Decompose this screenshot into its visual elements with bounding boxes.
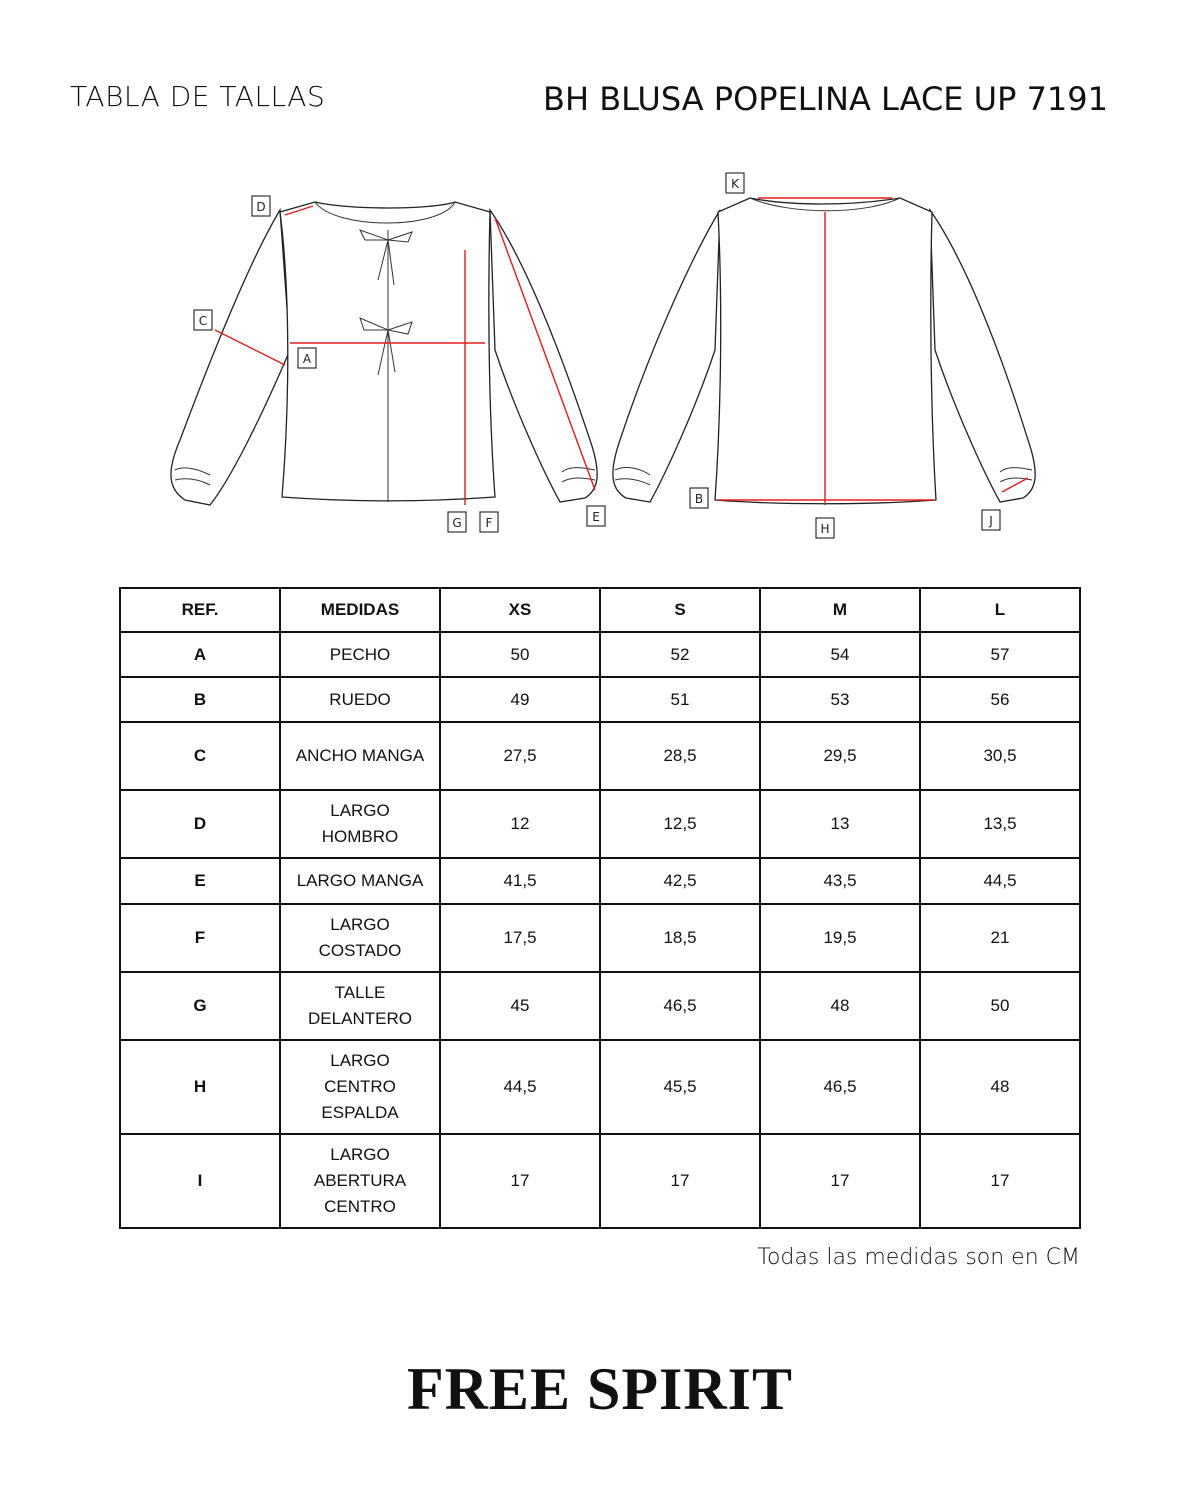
size-chart-title: TABLA DE TALLAS bbox=[70, 80, 326, 113]
cell-xs: 17,5 bbox=[440, 904, 600, 972]
svg-text:D: D bbox=[256, 200, 266, 214]
label-f bbox=[480, 512, 498, 532]
cell-l: 21 bbox=[920, 904, 1080, 972]
header-measure: MEDIDAS bbox=[280, 588, 440, 632]
row-ref: F bbox=[120, 904, 280, 972]
row-measure: LARGO CENTRO ESPALDA bbox=[280, 1040, 440, 1134]
header-s: S bbox=[600, 588, 760, 632]
cell-xs: 17 bbox=[440, 1134, 600, 1228]
back-right-sleeve bbox=[930, 210, 1035, 502]
row-ref: E bbox=[120, 858, 280, 904]
cell-s: 51 bbox=[600, 677, 760, 722]
svg-text:E: E bbox=[592, 510, 600, 524]
product-title: BH BLUSA POPELINA LACE UP 7191 bbox=[543, 80, 1108, 118]
row-measure: PECHO bbox=[280, 632, 440, 677]
cell-m: 29,5 bbox=[760, 722, 920, 790]
row-ref: C bbox=[120, 722, 280, 790]
table-row bbox=[120, 972, 1080, 1040]
row-ref: D bbox=[120, 790, 280, 858]
row-measure: TALLE DELANTERO bbox=[280, 972, 440, 1040]
label-h bbox=[816, 518, 834, 538]
cell-m: 13 bbox=[760, 790, 920, 858]
table-row bbox=[120, 1134, 1080, 1228]
cell-m: 48 bbox=[760, 972, 920, 1040]
back-view bbox=[613, 173, 1035, 538]
label-g bbox=[448, 512, 466, 532]
row-measure: LARGO ABERTURA CENTRO bbox=[280, 1134, 440, 1228]
svg-text:B: B bbox=[694, 492, 704, 506]
cell-xs: 49 bbox=[440, 677, 600, 722]
table-row bbox=[120, 632, 1080, 677]
front-left-sleeve bbox=[171, 210, 290, 505]
cell-l: 13,5 bbox=[920, 790, 1080, 858]
label-b bbox=[690, 488, 708, 508]
cell-m: 46,5 bbox=[760, 1040, 920, 1134]
cell-xs: 44,5 bbox=[440, 1040, 600, 1134]
header-xs: XS bbox=[440, 588, 600, 632]
svg-text:J: J bbox=[989, 514, 993, 528]
table-row bbox=[120, 677, 1080, 722]
table-header-row bbox=[120, 588, 1080, 632]
svg-text:K: K bbox=[731, 177, 739, 191]
row-ref: H bbox=[120, 1040, 280, 1134]
garment-diagram bbox=[150, 140, 1050, 570]
row-ref: I bbox=[120, 1134, 280, 1228]
garment-diagram-svg bbox=[150, 140, 1050, 570]
row-ref: A bbox=[120, 632, 280, 677]
label-d bbox=[252, 196, 270, 216]
size-table bbox=[119, 587, 1081, 1229]
cell-xs: 12 bbox=[440, 790, 600, 858]
row-measure: ANCHO MANGA bbox=[280, 722, 440, 790]
cell-l: 44,5 bbox=[920, 858, 1080, 904]
row-measure: RUEDO bbox=[280, 677, 440, 722]
cell-l: 48 bbox=[920, 1040, 1080, 1134]
svg-text:H: H bbox=[820, 522, 830, 536]
label-j bbox=[982, 510, 1000, 530]
cell-xs: 41,5 bbox=[440, 858, 600, 904]
cell-m: 17 bbox=[760, 1134, 920, 1228]
row-measure: LARGO HOMBRO bbox=[280, 790, 440, 858]
cell-xs: 50 bbox=[440, 632, 600, 677]
table-row bbox=[120, 904, 1080, 972]
cell-xs: 27,5 bbox=[440, 722, 600, 790]
units-footnote: Todas las medidas son en CM bbox=[757, 1245, 1080, 1270]
svg-text:F: F bbox=[485, 516, 493, 530]
header-l: L bbox=[920, 588, 1080, 632]
label-e bbox=[587, 506, 605, 526]
front-right-sleeve bbox=[490, 210, 597, 502]
cell-m: 54 bbox=[760, 632, 920, 677]
table-row bbox=[120, 790, 1080, 858]
cell-s: 28,5 bbox=[600, 722, 760, 790]
cell-s: 52 bbox=[600, 632, 760, 677]
table-row bbox=[120, 722, 1080, 790]
label-k bbox=[726, 173, 744, 193]
header-m: M bbox=[760, 588, 920, 632]
svg-text:A: A bbox=[302, 352, 312, 366]
cell-l: 57 bbox=[920, 632, 1080, 677]
cell-s: 46,5 bbox=[600, 972, 760, 1040]
cell-m: 43,5 bbox=[760, 858, 920, 904]
back-left-sleeve bbox=[613, 210, 720, 502]
row-ref: G bbox=[120, 972, 280, 1040]
brand-logo: FREE SPIRIT bbox=[406, 1356, 794, 1422]
label-c bbox=[194, 310, 212, 330]
label-a bbox=[298, 348, 316, 368]
cell-s: 18,5 bbox=[600, 904, 760, 972]
cell-l: 30,5 bbox=[920, 722, 1080, 790]
row-measure: LARGO MANGA bbox=[280, 858, 440, 904]
row-ref: B bbox=[120, 677, 280, 722]
cell-s: 17 bbox=[600, 1134, 760, 1228]
cell-m: 19,5 bbox=[760, 904, 920, 972]
table-row bbox=[120, 858, 1080, 904]
cell-xs: 45 bbox=[440, 972, 600, 1040]
table-row bbox=[120, 1040, 1080, 1134]
cell-l: 17 bbox=[920, 1134, 1080, 1228]
header-ref: REF. bbox=[120, 588, 280, 632]
row-measure: LARGO COSTADO bbox=[280, 904, 440, 972]
cell-s: 45,5 bbox=[600, 1040, 760, 1134]
cell-s: 42,5 bbox=[600, 858, 760, 904]
svg-text:G: G bbox=[452, 516, 462, 530]
cell-s: 12,5 bbox=[600, 790, 760, 858]
front-view bbox=[171, 196, 605, 532]
cell-l: 50 bbox=[920, 972, 1080, 1040]
cell-m: 53 bbox=[760, 677, 920, 722]
svg-text:C: C bbox=[198, 314, 208, 328]
cell-l: 56 bbox=[920, 677, 1080, 722]
